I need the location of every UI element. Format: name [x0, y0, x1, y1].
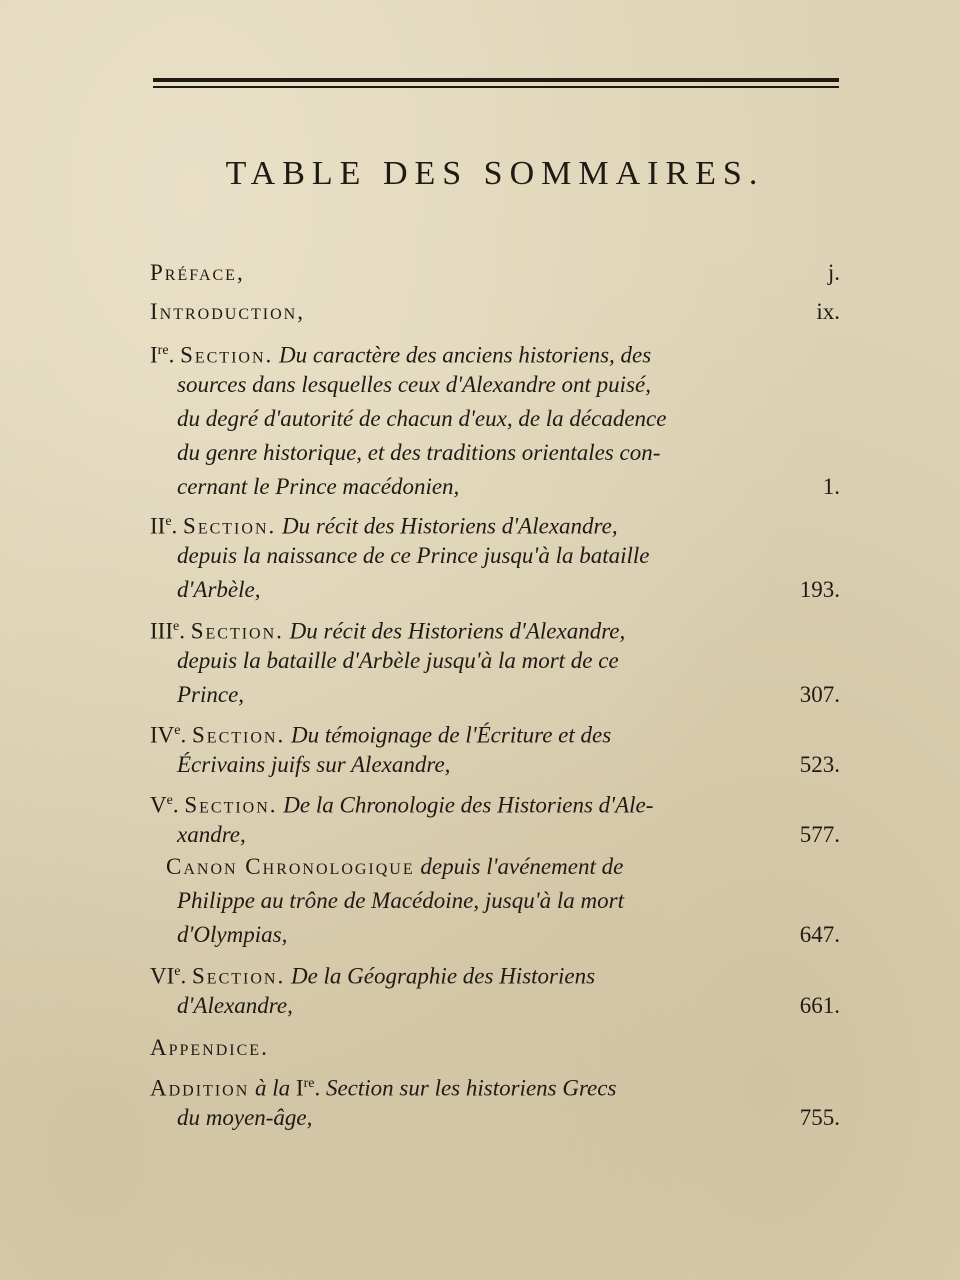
entry-page: 647.: [799, 922, 840, 947]
entry-text: Du caractère des anciens historiens, des: [279, 342, 652, 368]
entry-text: sources dans lesquelles ceux d'Alexandre ont puisé,: [177, 372, 651, 397]
entry-label: Préface: [150, 260, 237, 285]
entry-label: Appendice.: [150, 1035, 269, 1060]
header-rule-thin: [153, 86, 839, 88]
section-label: Section.: [184, 792, 278, 818]
entry-text: Du récit des Historiens d'Alexandre,: [282, 513, 618, 539]
toc-entry-appendice: [150, 1031, 840, 1065]
section-number: V: [150, 792, 167, 818]
entry-text: du genre historique, et des traditions orientales con-: [177, 440, 661, 465]
toc-entry-section-4: IVe. Section. Du témoignage de l'Écriture et des Écrivains juifs sur Alexandre, 523.: [150, 714, 840, 782]
section-label: Section.: [192, 963, 286, 989]
entry-text: à la: [255, 1075, 291, 1101]
entry-page: 577.: [799, 822, 840, 847]
section-number: IV: [150, 722, 175, 748]
entry-page: 661.: [799, 993, 840, 1018]
toc-entry-section-5: Ve. Section. De la Chronologie des Historiens d'Ale- xandre, 577.: [150, 784, 840, 852]
entry-text: cernant le Prince macédonien,: [177, 474, 460, 499]
toc-entry-section-6: VIe. Section. De la Géographie des Historiens d'Alexandre, 661.: [150, 955, 840, 1023]
section-number: VI: [150, 963, 175, 989]
entry-page: j.: [827, 260, 840, 285]
entry-text: d'Arbèle,: [177, 577, 261, 602]
entry-text: depuis l'avénement de: [420, 854, 624, 879]
toc-entry-introduction: Introduction, ix.: [150, 295, 840, 329]
entry-page: 193.: [799, 577, 840, 602]
entry-text: du moyen-âge,: [177, 1105, 313, 1130]
entry-text: De la Géographie des Historiens: [290, 963, 596, 989]
toc-entry-section-1: Ire. Section. Du caractère des anciens historiens, des sources dans lesquelles ceux d'Alexandre ont puisé, du degré d'autorité de chacun d'eux, de la décadence du genre historique, et des traditions orientales con- cernant le Prince macédonien, 1.: [150, 334, 840, 504]
section-label: Section.: [180, 342, 274, 368]
entry-text: Du récit des Historiens d'Alexandre,: [289, 618, 626, 644]
entry-page: ix.: [816, 299, 840, 324]
section-label: Section.: [183, 513, 277, 539]
entry-text: Du témoignage de l'Écriture et des: [290, 722, 612, 748]
toc-entry-section-3: IIIe. Section. Du récit des Historiens d'Alexandre, depuis la bataille d'Arbèle jusqu'à la mort de ce Prince, 307.: [150, 610, 840, 712]
header-rule: [153, 78, 839, 82]
section-number: II: [150, 513, 166, 539]
section-number: III: [150, 618, 173, 644]
toc-entry-preface: Préface, j.: [150, 256, 840, 290]
entry-text: du degré d'autorité de chacun d'eux, de la décadence: [177, 406, 667, 431]
section-label: Section.: [190, 618, 284, 644]
entry-page: 1.: [822, 474, 840, 499]
entry-text: Section sur les historiens Grecs: [325, 1075, 617, 1101]
toc-entry-addition: Addition à la Ire. Section sur les historiens Grecs du moyen-âge, 755.: [150, 1067, 840, 1135]
page-title: TABLE DES SOMMAIRES.: [225, 155, 765, 192]
entry-page: 523.: [799, 752, 840, 777]
entry-text: depuis la naissance de ce Prince jusqu'à la bataille: [177, 543, 650, 568]
entry-text: d'Olympias,: [177, 922, 288, 947]
entry-text: Prince,: [177, 682, 245, 707]
entry-label: Addition: [150, 1075, 250, 1101]
section-number: I: [295, 1075, 304, 1101]
entry-label: Canon Chronologique: [166, 854, 415, 879]
entry-page: 307.: [799, 682, 840, 707]
entry-text: xandre,: [177, 822, 246, 847]
section-number: I: [150, 342, 158, 368]
entry-text: Philippe au trône de Macédoine, jusqu'à la mort: [177, 888, 624, 913]
entry-label: Introduction: [150, 299, 298, 324]
entry-text: d'Alexandre,: [177, 993, 293, 1018]
toc-entry-canon: [150, 850, 840, 952]
entry-text: De la Chronologie des Historiens d'Ale-: [283, 792, 654, 818]
entry-page: 755.: [799, 1105, 840, 1130]
toc-entry-section-2: IIe. Section. Du récit des Historiens d'Alexandre, depuis la naissance de ce Prince jusqu'à la bataille d'Arbèle, 193.: [150, 505, 840, 607]
entry-text: depuis la bataille d'Arbèle jusqu'à la mort de ce: [177, 648, 619, 673]
section-label: Section.: [192, 722, 286, 748]
entry-text: Écrivains juifs sur Alexandre,: [177, 752, 451, 777]
